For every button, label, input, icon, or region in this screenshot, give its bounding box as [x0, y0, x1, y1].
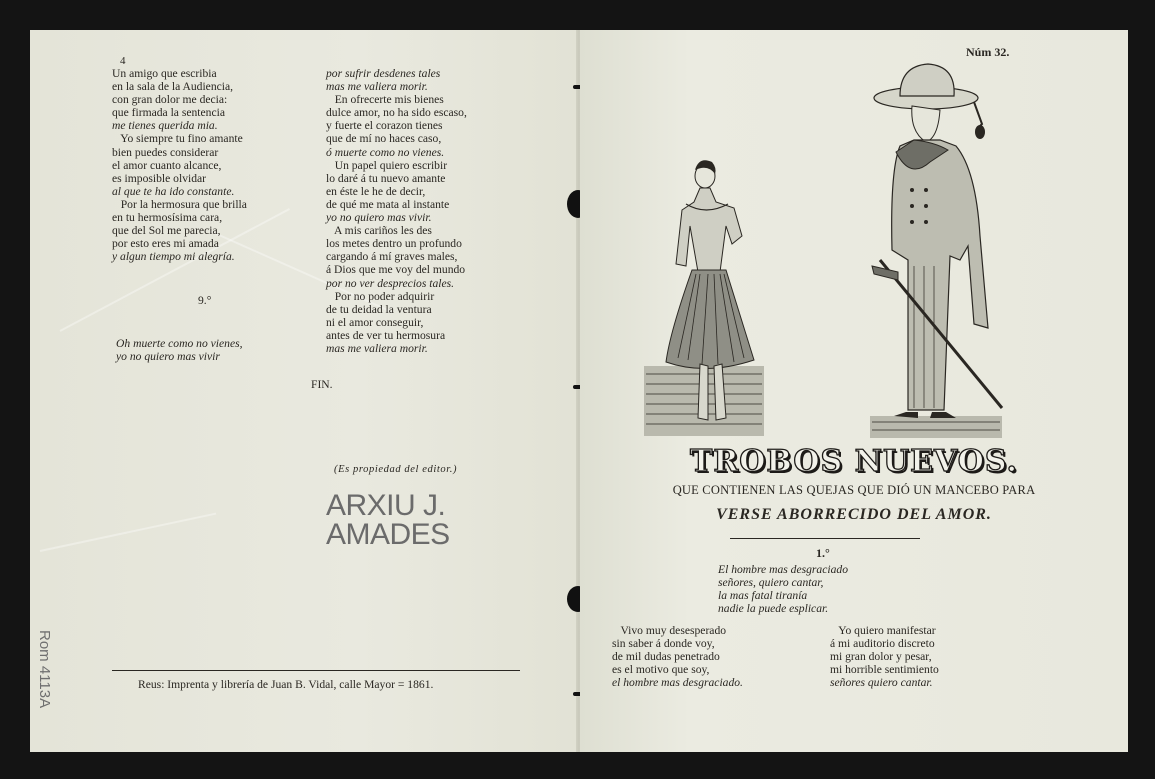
verse-line: y fuerte el corazon tienes [326, 119, 443, 133]
right-page [580, 30, 1128, 752]
woman-woodcut-illustration [642, 152, 770, 438]
verse-line: por esto eres mi amada [112, 237, 219, 251]
man-woodcut-illustration [870, 60, 1010, 438]
issue-number: Núm 32. [966, 45, 1010, 59]
opening-quatrain [718, 563, 848, 615]
verse-line: El hombre mas desgraciado [718, 563, 848, 576]
broadside-sheet [30, 30, 1128, 752]
verse-column-left-end [116, 337, 243, 363]
verse-line: dulce amor, no ha sido escaso, [326, 106, 467, 120]
verse-line: Un amigo que escribia [112, 67, 217, 80]
verse-line: sin saber á donde voy, [612, 637, 715, 651]
verse-line: de tu deidad la ventura [326, 302, 432, 316]
broadside-subtitle: QUE CONTIENEN LAS QUEJAS QUE DIÓ UN MANCEBO PARA [672, 483, 1036, 497]
verse-line: Yo siempre tu fino amante [112, 132, 243, 146]
verse-line: Vivo muy desesperado [612, 624, 727, 637]
verse-line: nadie la puede esplicar. [718, 602, 829, 616]
verse-line: Oh muerte como no vienes, [116, 337, 243, 350]
verse-line: bien puedes considerar [112, 145, 219, 159]
stanza-number: 9.° [198, 294, 212, 307]
verse-line: la mas fatal tiranía [718, 589, 808, 603]
stanza-number: 1.° [816, 546, 830, 560]
verse-line: el amor cuanto alcance, [112, 158, 222, 172]
verse-line: que de mí no haces caso, [326, 132, 442, 146]
left-page [30, 30, 578, 752]
verse-line: ni el amor conseguir, [326, 315, 424, 329]
verse-line: cargando á mí graves males, [326, 250, 458, 264]
verse-line: antes de ver tu hermosura [326, 328, 446, 342]
verse-line: en la sala de la Audiencia, [112, 80, 234, 94]
verse-line: me tienes querida mia. [112, 119, 218, 133]
verse-line: por no ver desprecios tales. [326, 276, 455, 290]
verse-line: á Dios que me voy del mundo [326, 263, 466, 277]
verse-line: yo no quiero mas vivir. [326, 211, 432, 225]
imprint-line: Reus: Imprenta y librería de Juan B. Vidal, calle Mayor = 1861. [138, 678, 434, 691]
verse-line: con gran dolor me decia: [112, 93, 228, 107]
verse-line: que del Sol me parecia, [112, 224, 221, 238]
verse-line: En ofrecerte mis bienes [326, 93, 444, 107]
verse-line: ó muerte como no vienes. [326, 145, 445, 159]
verse-line: Por no poder adquirir [326, 289, 435, 303]
verse-column-left [612, 624, 743, 689]
verse-line: mas me valiera morir. [326, 80, 428, 94]
verse-line: de mil dudas penetrado [612, 650, 720, 664]
page-number: 4 [120, 55, 126, 67]
verse-line: A mis cariños les des [326, 224, 432, 238]
broadside-title: TROBOS NUEVOS. [690, 444, 1018, 479]
stamp-line-2: AMADES [326, 518, 450, 551]
publisher-property-note: (Es propiedad del editor.) [334, 464, 458, 475]
verse-line: Yo quiero manifestar [830, 624, 936, 637]
verse-line: mi gran dolor y pesar, [830, 650, 932, 664]
verse-line: Por la hermosura que brilla [112, 197, 247, 211]
verse-line: al que te ha ido constante. [112, 184, 235, 198]
verse-column-right [326, 67, 467, 355]
stamp-line-1: ARXIU J. [326, 489, 446, 522]
imprint-rule [112, 670, 520, 671]
pencil-catalog-note: Rom 4113A [36, 630, 53, 709]
verse-line: que firmada la sentencia [112, 106, 225, 120]
verse-line: señores, quiero cantar, [718, 576, 824, 590]
broadside-subtitle-italic: VERSE ABORRECIDO DEL AMOR. [716, 506, 992, 523]
verse-column-right [830, 624, 939, 689]
verse-line: y algun tiempo mi alegría. [112, 250, 235, 264]
archive-stamp [326, 491, 450, 549]
fin-label: FIN. [311, 378, 333, 391]
verse-line: á mi auditorio discreto [830, 637, 935, 651]
paper-crease [40, 513, 216, 552]
verse-line: lo daré á tu nuevo amante [326, 171, 446, 185]
verse-line: en éste le he de decir, [326, 184, 426, 198]
verse-line: es el motivo que soy, [612, 663, 710, 677]
verse-line: en tu hermosísima cara, [112, 211, 223, 225]
verse-line: señores quiero cantar. [830, 676, 933, 690]
verse-line: es imposible olvidar [112, 171, 207, 185]
verse-line: por sufrir desdenes tales [326, 67, 441, 80]
verse-line: Un papel quiero escribir [326, 158, 448, 172]
verse-column-left [112, 67, 247, 263]
verse-line: el hombre mas desgraciado. [612, 676, 743, 690]
title-rule [730, 538, 920, 539]
verse-line: mi horrible sentimiento [830, 663, 939, 677]
verse-line: de qué me mata al instante [326, 197, 450, 211]
verse-line: yo no quiero mas vivir [116, 350, 220, 364]
verse-line: mas me valiera morir. [326, 341, 428, 355]
verse-line: los metes dentro un profundo [326, 237, 462, 251]
